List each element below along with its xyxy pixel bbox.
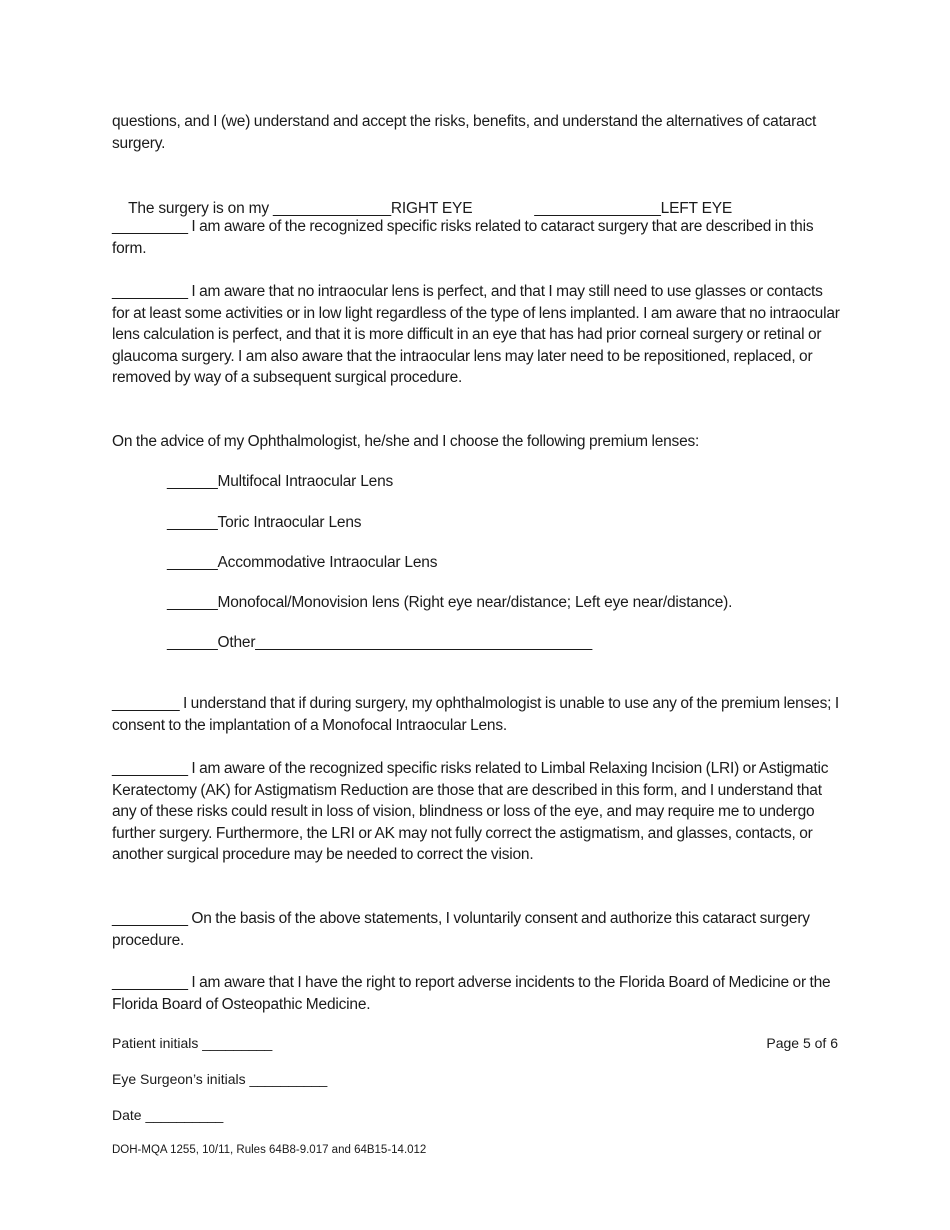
paragraph-premium-lenses-advice: On the advice of my Ophthalmologist, he/she and I choose the following premium lenses: <box>112 433 700 450</box>
surgeon-initials-line: Eye Surgeon’s initials __________ <box>112 1071 328 1087</box>
paragraph-lens-not-perfect: _________ I am aware that no intraocular lens is perfect, and that I may still need to use glasses or contacts for at least some activities or in low light regardless of the type of lens implanted. I am aware that no intraocular lens calculation is perfect, and that it is more difficult in an eye that has had prior corneal surgery or retinal or glaucoma surgery. I am also aware that the intraocular lens may later need to be repositioned, replaced, or removed by way of a subsequent surgical procedure. <box>112 283 840 386</box>
left-eye-label: LEFT EYE <box>660 199 732 217</box>
right-eye-label: RIGHT EYE <box>390 199 473 217</box>
paragraph-voluntary-consent: _________ On the basis of the above statements, I voluntarily consent and authorize this cataract surgery procedure. <box>112 910 810 949</box>
date-line: Date __________ <box>112 1107 224 1123</box>
paragraph-intro: questions, and I (we) understand and accept the risks, benefits, and understand the alternatives of cataract surgery. <box>112 113 817 152</box>
lens-option-other: ______Other________________________________________ <box>167 634 593 651</box>
paragraph-lri-ak-risks: _________ I am aware of the recognized specific risks related to Limbal Relaxing Incision (LRI) or Astigmatic Keratectomy (AK) for Astigmatism Reduction are those that are described in this form, and I understand that any of these risks could result in loss of vision, blindness or loss of the eye, and may require me to undergo further surgery. Furthermore, the LRI or AK may not fully correct the astigmatism, and glasses, contacts, or another surgical procedure may be needed to correct the vision. <box>112 760 829 863</box>
left-eye-blank: _______________ <box>534 199 661 217</box>
form-code: DOH-MQA 1255, 10/11, Rules 64B8-9.017 and 64B15-14.012 <box>112 1144 427 1156</box>
eye-selection-prefix: The surgery is on my ______________ <box>128 199 391 217</box>
lens-option-monofocal: ______Monofocal/Monovision lens (Right eye near/distance; Left eye near/distance). <box>167 594 733 611</box>
page-number: Page 5 of 6 <box>766 1035 838 1051</box>
lens-option-multifocal: ______Multifocal Intraocular Lens <box>167 473 394 490</box>
lens-option-accommodative: ______Accommodative Intraocular Lens <box>167 554 438 571</box>
patient-initials-line: Patient initials _________ <box>112 1035 273 1051</box>
lens-option-toric: ______Toric Intraocular Lens <box>167 514 362 531</box>
paragraph-report-adverse-incidents: _________ I am aware that I have the right to report adverse incidents to the Florida Board of Medicine or the Florida Board of Osteopathic Medicine. <box>112 974 831 1013</box>
paragraph-risks-aware: _________ I am aware of the recognized specific risks related to cataract surgery that are described in this form. <box>112 218 814 257</box>
paragraph-monofocal-consent: ________ I understand that if during surgery, my ophthalmologist is unable to use any of the premium lenses; I consent to the implantation of a Monofocal Intraocular Lens. <box>112 695 839 734</box>
